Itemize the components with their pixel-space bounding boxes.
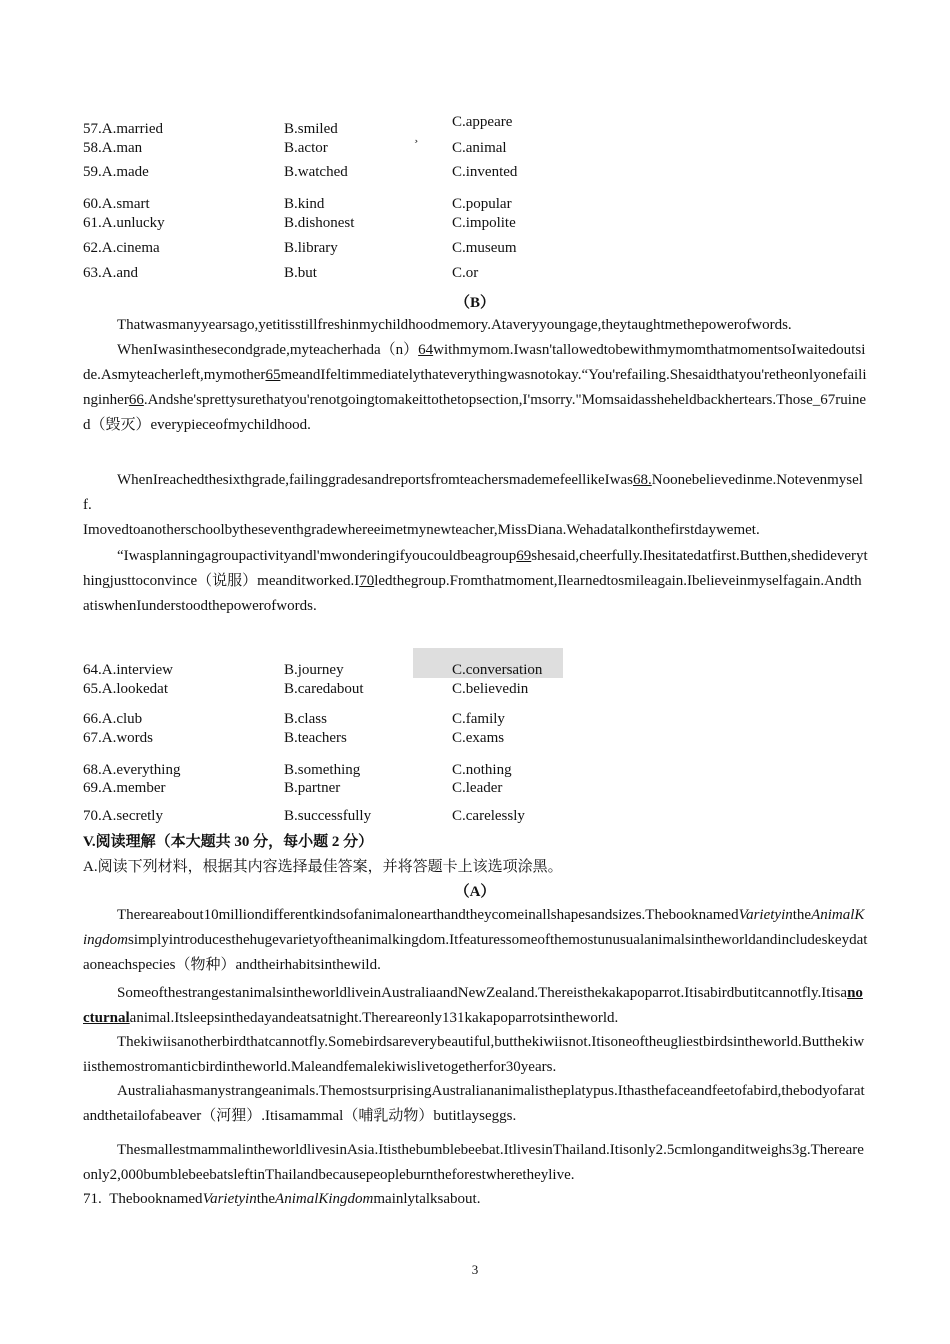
blank-65: 65 bbox=[265, 367, 281, 383]
option-58-a: 58.A.man bbox=[83, 140, 143, 156]
option-58-b: B.actor bbox=[284, 140, 328, 156]
option-59-b: B.watched bbox=[284, 164, 348, 180]
option-65-c: C.believedin bbox=[452, 681, 529, 697]
option-66-c: C.family bbox=[452, 711, 505, 727]
passage-a-heading: （A） bbox=[454, 884, 496, 900]
passage-b-paragraph-5: “Iwasplanningagroupactivityandl'mwonderingifyoucouldbeagroup69shesaid,cheerfully.Ihesitatedatfirst.Butthen,shedideverythingjusttoconvince（说服）meanditworked.I70ledthegroup.Fromthatmoment,Ilearnedtosmileagain.Ibelieveinmyselfagain.AndthatiswhenIunderstoodthepowerofwords. bbox=[83, 548, 868, 614]
passage-a-paragraph-4: Australiahasmanystrangeanimals.ThemostsurprisingAustraliananimalistheplatypus.Ithasthefaceandfeetofabird,thebodyofaratandthetailofabeaver（河狸）.Itisamammal（哺乳动物）butitlayseggs. bbox=[83, 1083, 865, 1124]
passage-a-paragraph-3: Thekiwiisanotherbirdthatcannotfly.Somebirdsareverybeautiful,butthekiwiisnot.Itisoneoftheugliestbirdsintheworld.Butthekiwiisthemostromanticbirdintheworld.Maleandfemalekiwislivetogetherfor30years. bbox=[83, 1034, 865, 1075]
page-number: 3 bbox=[471, 1262, 479, 1277]
passage-a-paragraph-2: SomeofthestrangestanimalsintheworldliveinAustraliaandNewZealand.Thereisthekakapoparrot.Itisabirdbutitcannotfly.Itisanocturnalanimal.Itsleepsinthedayandeatsatnight.Thereareonly131kakapoparrotsintheworld. bbox=[83, 985, 863, 1026]
option-70-c: C.carelessly bbox=[452, 808, 525, 824]
option-67-a: 67.A.words bbox=[83, 730, 153, 746]
option-66-a: 66.A.club bbox=[83, 711, 143, 727]
option-62-a: 62.A.cinema bbox=[83, 240, 160, 256]
option-64-c: C.conversation bbox=[452, 662, 543, 678]
passage-b-paragraph-2: WhenIwasinthesecondgrade,myteacherhada（n）64withmymom.Iwasn'tallowedtobewithmymomthatmomentsoIwaitedoutside.Asmyteacherleft,mymother65meandIfeltimmediatelythateverythingwasnotokay.“You'refailing.Shesaidthatyou'retheonlyonefailinginher66.Andshe'sprettysurethatyou'renotgoingtomakeittothetopsection,I'msorry."Momsaidassheheldbackhertears.Those_67ruined（毁灭）everypieceofmychildhood. bbox=[83, 342, 867, 433]
option-69-c: C.leader bbox=[452, 780, 503, 796]
option-63-b: B.but bbox=[284, 265, 317, 281]
option-62-c: C.museum bbox=[452, 240, 517, 256]
option-69-b: B.partner bbox=[284, 780, 341, 796]
option-62-b: B.library bbox=[284, 240, 338, 256]
blank-70: 70 bbox=[359, 573, 375, 589]
stray-mark: ¸ bbox=[414, 128, 419, 143]
option-65-b: B.caredabout bbox=[284, 681, 364, 697]
section-title: V.阅读理解（本大题共 30 分，每小题 2 分） bbox=[83, 834, 374, 850]
section-instruction: A.阅读下列材料，根据其内容选择最佳答案，并将答题卡上该选项涂黑。 bbox=[83, 859, 563, 875]
option-61-a: 61.A.unlucky bbox=[83, 215, 165, 231]
question-71: 71. ThebooknamedVarietyintheAnimalKingdommainlytalksabout. bbox=[83, 1191, 481, 1207]
option-57-c: C.appeare bbox=[452, 114, 513, 130]
passage-b-paragraph-1: Thatwasmanyyearsago,yetitisstillfreshinmychildhoodmemory.Ataveryyoungage,theytaughtmethepowerofwords. bbox=[117, 317, 792, 333]
option-63-c: C.or bbox=[452, 265, 479, 281]
option-69-a: 69.A.member bbox=[83, 780, 166, 796]
option-60-b: B.kind bbox=[284, 196, 325, 212]
blank-64: 64 bbox=[418, 342, 434, 358]
option-70-b: B.successfully bbox=[284, 808, 372, 824]
option-67-c: C.exams bbox=[452, 730, 505, 746]
option-67-b: B.teachers bbox=[284, 730, 347, 746]
passage-a-paragraph-1: Thereareabout10milliondifferentkindsofanimalonearthandtheycomeinallshapesandsizes.ThebooknamedVarietyintheAnimalKingdomsimplyintroducesthehugevarietyoftheanimalkingdom.Itfeaturessomeofthemostunusualanimalsintheworldandincludeskeydataoneachspecies（物种）andtheirhabitsinthewild. bbox=[83, 907, 868, 973]
passage-b-paragraph-4: Imovedtoanotherschoolbytheseventhgradewhereeimetmynewteacher,MissDiana.Wehadatalkonthefirstdaywemet. bbox=[83, 522, 760, 538]
option-70-a: 70.A.secretly bbox=[83, 808, 163, 824]
option-68-a: 68.A.everything bbox=[83, 762, 181, 778]
option-64-b: B.journey bbox=[284, 662, 344, 678]
option-61-c: C.impolite bbox=[452, 215, 516, 231]
blank-68: 68. bbox=[633, 472, 652, 488]
option-66-b: B.class bbox=[284, 711, 327, 727]
option-68-c: C.nothing bbox=[452, 762, 512, 778]
passage-a-paragraph-5: ThesmallestmammalintheworldlivesinAsia.Itisthebumblebeebat.ItlivesinThailand.Itisonly2.5cmlonganditweighs3g.Thereareonly2,000bumblebeebatsleftinThailandbecausepeopleburntheforestwheretheylive. bbox=[83, 1142, 864, 1183]
option-57-b: B.smiled bbox=[284, 121, 338, 137]
nocturnal-word: nocturnal bbox=[83, 985, 863, 1026]
option-60-a: 60.A.smart bbox=[83, 196, 150, 212]
passage-b-paragraph-3: WhenIreachedthesixthgrade,failinggradesandreportsfromteachersmademefeellikeIwas68.Noonebelievedinme.Notevenmyself. bbox=[83, 472, 863, 513]
option-61-b: B.dishonest bbox=[284, 215, 355, 231]
option-63-a: 63.A.and bbox=[83, 265, 138, 281]
option-59-c: C.invented bbox=[452, 164, 518, 180]
option-68-b: B.something bbox=[284, 762, 361, 778]
passage-b-heading: （B） bbox=[454, 295, 495, 311]
option-65-a: 65.A.lookedat bbox=[83, 681, 168, 697]
blank-66: 66 bbox=[128, 392, 144, 408]
option-58-c: C.animal bbox=[452, 140, 507, 156]
blank-69: 69 bbox=[516, 548, 532, 564]
option-64-a: 64.A.interview bbox=[83, 662, 173, 678]
option-59-a: 59.A.made bbox=[83, 164, 149, 180]
option-57-a: 57.A.married bbox=[83, 121, 163, 137]
option-60-c: C.popular bbox=[452, 196, 512, 212]
